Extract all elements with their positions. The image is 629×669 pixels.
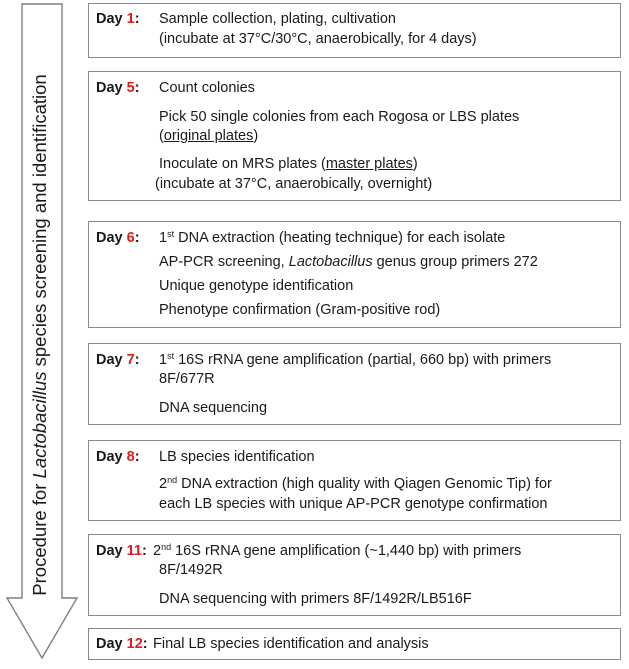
step-day-1	[88, 3, 621, 58]
step-day-6	[88, 221, 621, 328]
step-text: 1st 16S rRNA gene amplification (partial, 660 bp) with primers	[159, 351, 552, 368]
procedure-arrow	[0, 0, 80, 664]
day-heading: Day 1:	[96, 11, 140, 27]
step-text: DNA sequencing	[159, 400, 268, 416]
step-text: LB species identification	[159, 449, 315, 465]
step-text: Count colonies	[159, 80, 255, 96]
step-text: 8F/1492R	[159, 562, 223, 578]
day-heading: Day 6:	[96, 230, 140, 246]
day-heading: Day 11:	[96, 543, 147, 559]
step-text: (original plates)	[159, 128, 259, 144]
step-text: (incubate at 37°C/30°C, anaerobically, for 4 days)	[159, 31, 477, 47]
step-text: each LB species with unique AP-PCR genotype confirmation	[159, 496, 548, 512]
day-heading: Day 7:	[96, 352, 140, 368]
step-day-12	[88, 628, 621, 660]
step-text: (incubate at 37°C, anaerobically, overnight)	[155, 176, 433, 192]
step-day-8	[88, 440, 621, 521]
step-text: Final LB species identification and analysis	[153, 636, 429, 652]
step-text: 1st DNA extraction (heating technique) for each isolate	[159, 229, 506, 246]
step-text: Sample collection, plating, cultivation	[159, 11, 396, 27]
step-text: AP-PCR screening, Lactobacillus genus group primers 272	[159, 254, 538, 270]
step-text: Unique genotype identification	[159, 278, 354, 294]
step-text: Pick 50 single colonies from each Rogosa or LBS plates	[159, 109, 520, 125]
day-heading: Day 8:	[96, 449, 140, 465]
step-day-5	[88, 71, 621, 201]
arrow-label: Procedure for Lactobacillus species screening and identification	[29, 74, 50, 596]
day-heading: Day 12:	[96, 636, 148, 652]
step-text: Phenotype confirmation (Gram-positive rod)	[159, 302, 441, 318]
step-day-11	[88, 534, 621, 616]
day-heading: Day 5:	[96, 80, 140, 96]
step-text: 8F/677R	[159, 371, 215, 387]
step-day-7	[88, 343, 621, 425]
step-text: 2nd DNA extraction (high quality with Qiagen Genomic Tip) for	[159, 475, 552, 492]
step-text: Inoculate on MRS plates (master plates)	[159, 156, 418, 172]
step-text: DNA sequencing with primers 8F/1492R/LB516F	[159, 591, 472, 607]
step-text: 2nd 16S rRNA gene amplification (~1,440 bp) with primers	[153, 542, 522, 559]
